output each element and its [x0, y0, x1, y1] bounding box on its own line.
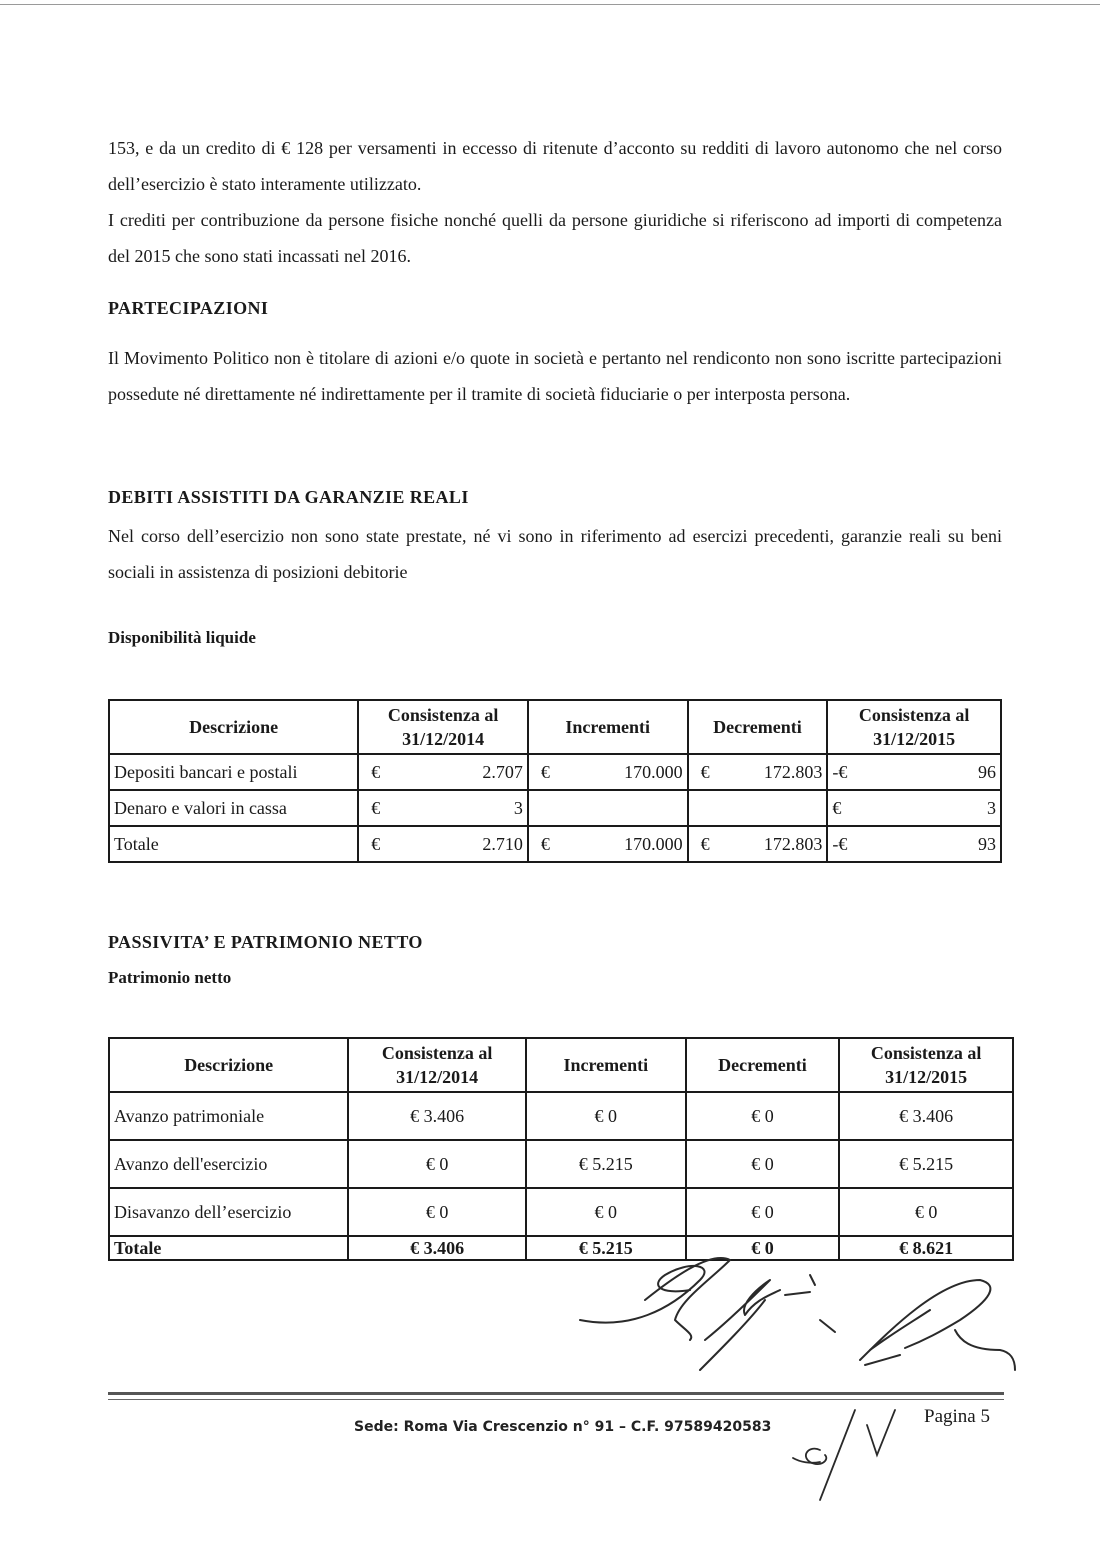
cell-consistenza-2014 — [358, 790, 528, 826]
cell-incrementi: € 5.215 — [526, 1236, 686, 1260]
amount: 3 — [513, 797, 523, 818]
patrimonio-netto-table — [108, 1037, 1014, 1261]
intro-paragraph-1: 153, e da un credito di € 128 per versamenti in eccesso di ritenute d’acconto su redditi di lavoro autonomo che nel corso dell’esercizio è stato interamente utilizzato. — [108, 138, 1002, 194]
cell-consistenza-2014 — [358, 754, 528, 790]
debiti-heading: DEBITI ASSISTITI DA GARANZIE REALI — [108, 487, 469, 507]
header-consistenza-2014-line1: Consistenza al — [381, 1043, 493, 1063]
header-consistenza-2015-line2: 31/12/2015 — [885, 1067, 968, 1087]
currency-symbol: € — [700, 833, 710, 854]
header-consistenza-2014 — [348, 1038, 526, 1092]
cell-incrementi — [528, 826, 688, 862]
cell-incrementi — [528, 790, 688, 826]
page-number: Pagina 5 — [924, 1406, 990, 1427]
disponibilita-table — [108, 699, 1002, 863]
cell-incrementi: € 0 — [526, 1188, 686, 1236]
header-decrementi: Decrementi — [686, 1038, 840, 1092]
table-row — [109, 1140, 1013, 1188]
cell-incrementi: € 0 — [526, 1092, 686, 1140]
currency-symbol: € — [371, 797, 381, 818]
cell-consistenza-2014: € 3.406 — [348, 1236, 526, 1260]
cell-consistenza-2014: € 0 — [348, 1188, 526, 1236]
amount: 170.000 — [624, 761, 683, 782]
header-incrementi: Incrementi — [526, 1038, 686, 1092]
header-consistenza-2015-line1: Consistenza al — [858, 705, 970, 725]
amount: 2.707 — [482, 761, 523, 782]
header-descrizione: Descrizione — [109, 1038, 348, 1092]
cell-incrementi — [528, 754, 688, 790]
header-consistenza-2014-line1: Consistenza al — [387, 705, 499, 725]
table-row — [109, 790, 1001, 826]
header-decrementi: Decrementi — [688, 700, 828, 754]
cell-decrementi: € 0 — [686, 1188, 840, 1236]
disponibilita-heading: Disponibilità liquide — [108, 628, 256, 647]
currency-symbol: -€ — [832, 833, 848, 854]
cell-decrementi: € 0 — [686, 1140, 840, 1188]
header-consistenza-2014-line2: 31/12/2014 — [402, 729, 485, 749]
currency-symbol: € — [832, 797, 842, 818]
currency-symbol: -€ — [832, 761, 848, 782]
amount: 2.710 — [482, 833, 523, 854]
cell-consistenza-2015 — [827, 826, 1001, 862]
amount: 170.000 — [624, 833, 683, 854]
partecipazioni-heading: PARTECIPAZIONI — [108, 298, 269, 318]
cell-incrementi: € 5.215 — [526, 1140, 686, 1188]
row-description: Totale — [109, 1236, 348, 1260]
amount: 172.803 — [763, 833, 823, 854]
table-header-row — [109, 700, 1001, 754]
header-descrizione: Descrizione — [109, 700, 358, 754]
cell-consistenza-2015: € 8.621 — [839, 1236, 1013, 1260]
header-consistenza-2014-line2: 31/12/2014 — [396, 1067, 479, 1087]
handwritten-signatures — [570, 1240, 1020, 1390]
partecipazioni-text: Il Movimento Politico non è titolare di azioni e/o quote in società e pertanto nel rendiconto non sono iscritte partecipazioni possedute né direttamente né indirettamente per il tramite di società fiduciarie o per interposta persona. — [108, 348, 1002, 404]
amount: 93 — [978, 833, 996, 854]
passivita-heading: PASSIVITA’ E PATRIMONIO NETTO — [108, 932, 423, 952]
cell-decrementi — [688, 826, 828, 862]
row-description: Depositi bancari e postali — [109, 754, 358, 790]
patrimonio-netto-heading: Patrimonio netto — [108, 968, 232, 987]
currency-symbol: € — [371, 833, 381, 854]
cell-decrementi: € 0 — [686, 1236, 840, 1260]
cell-consistenza-2014: € 3.406 — [348, 1092, 526, 1140]
cell-consistenza-2015: € 5.215 — [839, 1140, 1013, 1188]
table-row — [109, 754, 1001, 790]
table-row — [109, 1092, 1013, 1140]
table-header-row — [109, 1038, 1013, 1092]
header-consistenza-2015 — [827, 700, 1001, 754]
currency-symbol: € — [371, 761, 381, 782]
table-row — [109, 1188, 1013, 1236]
top-rule — [0, 4, 1100, 5]
amount: 3 — [987, 797, 996, 818]
cell-consistenza-2015 — [827, 754, 1001, 790]
header-incrementi: Incrementi — [528, 700, 688, 754]
row-description: Avanzo dell'esercizio — [109, 1140, 348, 1188]
intro-paragraph-2: I crediti per contribuzione da persone fisiche nonché quelli da persone giuridiche si riferiscono ad importi di competenza del 2015 che sono stati incassati nel 2016. — [108, 210, 1002, 266]
cell-consistenza-2015: € 3.406 — [839, 1092, 1013, 1140]
header-consistenza-2015-line1: Consistenza al — [870, 1043, 982, 1063]
header-consistenza-2015 — [839, 1038, 1013, 1092]
cell-decrementi — [688, 754, 828, 790]
debiti-text: Nel corso dell’esercizio non sono state prestate, né vi sono in riferimento ad esercizi precedenti, garanzie reali su beni sociali in assistenza di posizioni debitorie — [108, 526, 1002, 582]
header-consistenza-2015-line2: 31/12/2015 — [873, 729, 956, 749]
currency-symbol: € — [540, 761, 550, 782]
row-description: Denaro e valori in cassa — [109, 790, 358, 826]
currency-symbol: € — [700, 761, 710, 782]
amount: 172.803 — [763, 761, 823, 782]
header-consistenza-2014 — [358, 700, 528, 754]
footer-rule — [108, 1392, 1004, 1395]
cell-consistenza-2015 — [827, 790, 1001, 826]
footer-address: Sede: Roma Via Crescenzio n° 91 – C.F. 97589420583 — [354, 1419, 772, 1435]
currency-symbol: € — [540, 833, 550, 854]
cell-consistenza-2015: € 0 — [839, 1188, 1013, 1236]
initials-signature — [785, 1400, 915, 1510]
cell-consistenza-2014: € 0 — [348, 1140, 526, 1188]
cell-decrementi — [688, 790, 828, 826]
row-description: Avanzo patrimoniale — [109, 1092, 348, 1140]
row-description: Totale — [109, 826, 358, 862]
row-description: Disavanzo dell’esercizio — [109, 1188, 348, 1236]
table-row-total — [109, 826, 1001, 862]
cell-consistenza-2014 — [358, 826, 528, 862]
cell-decrementi: € 0 — [686, 1092, 840, 1140]
amount: 96 — [978, 761, 996, 782]
